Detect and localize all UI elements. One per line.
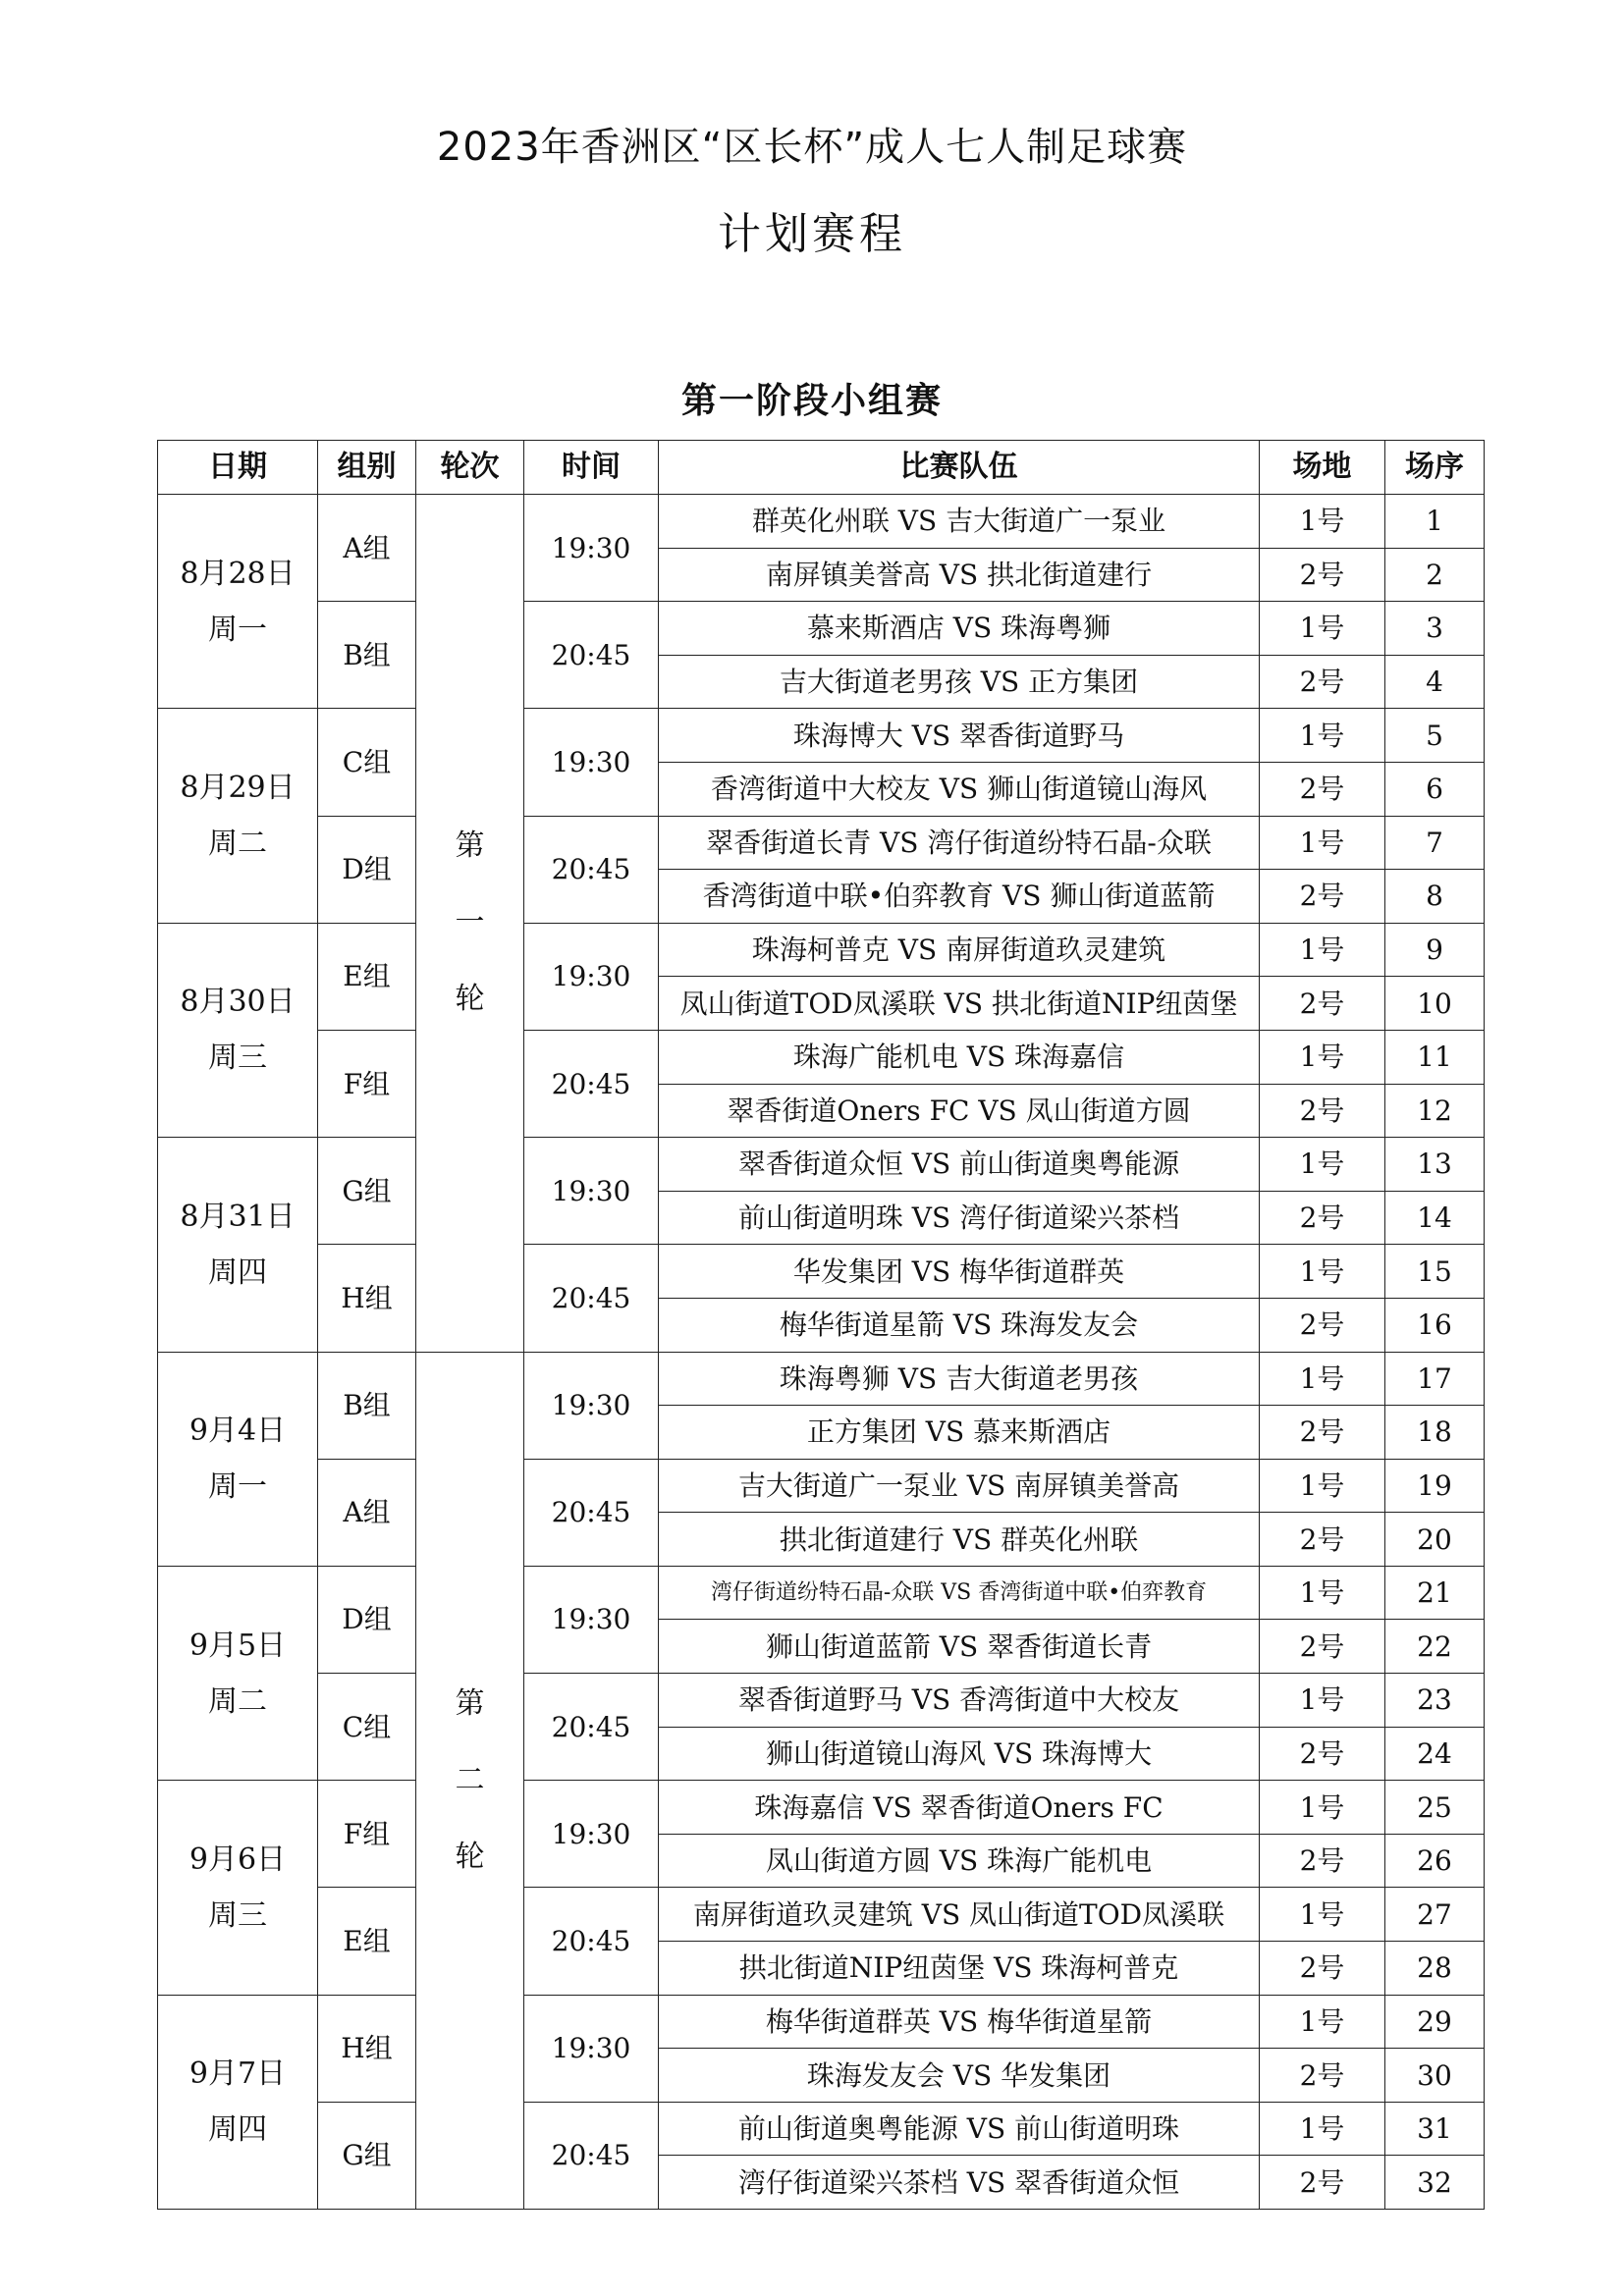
group-cell: F组 (318, 1781, 416, 1888)
date-text: 8月29日 (180, 771, 296, 806)
order-cell: 12 (1385, 1084, 1485, 1138)
time-cell: 20:45 (524, 816, 659, 923)
group-cell: H组 (318, 1245, 416, 1352)
venue-cell: 2号 (1260, 977, 1385, 1031)
group-cell: D组 (318, 1566, 416, 1673)
order-cell: 21 (1385, 1566, 1485, 1620)
weekday-text: 周一 (208, 1469, 267, 1505)
page-title: 2023年香洲区“区长杯”成人七人制足球赛 (436, 125, 1188, 170)
order-cell: 8 (1385, 870, 1485, 924)
match-teams: 狮山街道蓝箭 VS 翠香街道长青 (659, 1620, 1260, 1674)
time-cell: 19:30 (524, 495, 659, 602)
date-cell (158, 1566, 318, 1780)
order-cell: 2 (1385, 548, 1485, 602)
match-teams: 华发集团 VS 梅华街道群英 (659, 1245, 1260, 1299)
weekday-text: 周三 (208, 1897, 267, 1933)
schedule-table (157, 440, 1485, 2210)
order-cell: 22 (1385, 1620, 1485, 1674)
date-cell (158, 1352, 318, 1566)
venue-cell: 2号 (1260, 2156, 1385, 2210)
order-cell: 1 (1385, 495, 1485, 549)
table-row (158, 709, 1485, 763)
match-teams: 拱北街道建行 VS 群英化州联 (659, 1513, 1260, 1567)
time-cell: 20:45 (524, 1030, 659, 1137)
match-teams: 南屏街道玖灵建筑 VS 凤山街道TOD凤溪联 (659, 1888, 1260, 1942)
header-round: 轮次 (416, 441, 524, 495)
order-cell: 29 (1385, 1995, 1485, 2049)
order-cell: 27 (1385, 1888, 1485, 1942)
order-cell: 17 (1385, 1352, 1485, 1406)
match-teams: 前山街道明珠 VS 湾仔街道梁兴茶档 (659, 1191, 1260, 1245)
venue-cell: 2号 (1260, 1942, 1385, 1996)
venue-cell: 1号 (1260, 1030, 1385, 1084)
venue-cell: 1号 (1260, 1995, 1385, 2049)
match-teams: 翠香街道野马 VS 香湾街道中大校友 (659, 1674, 1260, 1728)
round-label: 第二轮 (455, 1685, 485, 1874)
venue-cell: 2号 (1260, 1191, 1385, 1245)
order-cell: 13 (1385, 1138, 1485, 1192)
match-teams: 香湾街道中大校友 VS 狮山街道镜山海风 (659, 762, 1260, 816)
order-cell: 26 (1385, 1834, 1485, 1888)
order-cell: 18 (1385, 1406, 1485, 1460)
match-teams: 群英化州联 VS 吉大街道广一泵业 (659, 495, 1260, 549)
venue-cell: 2号 (1260, 1727, 1385, 1781)
weekday-text: 周三 (208, 1041, 267, 1076)
match-teams: 珠海粤狮 VS 吉大街道老男孩 (659, 1352, 1260, 1406)
date-cell (158, 1781, 318, 1995)
header-time: 时间 (524, 441, 659, 495)
match-teams: 珠海嘉信 VS 翠香街道Oners FC (659, 1781, 1260, 1835)
match-teams: 湾仔街道梁兴茶档 VS 翠香街道众恒 (659, 2156, 1260, 2210)
date-text: 9月4日 (189, 1414, 287, 1449)
time-cell: 19:30 (524, 709, 659, 816)
match-teams: 慕来斯酒店 VS 珠海粤狮 (659, 602, 1260, 656)
match-teams: 湾仔街道纷特石晶-众联 VS 香湾街道中联•伯弈教育 (659, 1566, 1260, 1620)
venue-cell: 1号 (1260, 709, 1385, 763)
table-row (158, 1888, 1485, 1942)
group-cell: B组 (318, 602, 416, 709)
venue-cell: 1号 (1260, 1459, 1385, 1513)
time-cell: 19:30 (524, 1566, 659, 1673)
round-cell (416, 495, 524, 1353)
venue-cell: 2号 (1260, 1406, 1385, 1460)
venue-cell: 2号 (1260, 548, 1385, 602)
venue-cell: 1号 (1260, 602, 1385, 656)
date-text: 8月31日 (180, 1199, 296, 1234)
weekday-text: 周二 (208, 827, 267, 862)
table-row (158, 1030, 1485, 1084)
venue-cell: 2号 (1260, 1298, 1385, 1352)
match-teams: 凤山街道TOD凤溪联 VS 拱北街道NIP纽茵堡 (659, 977, 1260, 1031)
match-teams: 前山街道奥粤能源 VS 前山街道明珠 (659, 2102, 1260, 2156)
order-cell: 4 (1385, 655, 1485, 709)
round-cell (416, 1352, 524, 2210)
venue-cell: 2号 (1260, 870, 1385, 924)
venue-cell: 2号 (1260, 1084, 1385, 1138)
match-teams: 珠海发友会 VS 华发集团 (659, 2049, 1260, 2103)
order-cell: 3 (1385, 602, 1485, 656)
table-row (158, 1138, 1485, 1192)
date-cell (158, 1995, 318, 2209)
round-label: 第一轮 (455, 828, 485, 1017)
order-cell: 14 (1385, 1191, 1485, 1245)
venue-cell: 2号 (1260, 1513, 1385, 1567)
venue-cell: 2号 (1260, 762, 1385, 816)
venue-cell: 2号 (1260, 1620, 1385, 1674)
date-text: 9月5日 (189, 1628, 287, 1663)
match-teams: 珠海柯普克 VS 南屏街道玖灵建筑 (659, 923, 1260, 977)
match-teams: 凤山街道方圆 VS 珠海广能机电 (659, 1834, 1260, 1888)
date-cell (158, 923, 318, 1137)
group-cell: F组 (318, 1030, 416, 1137)
header-venue: 场地 (1260, 441, 1385, 495)
match-teams: 珠海博大 VS 翠香街道野马 (659, 709, 1260, 763)
table-row (158, 602, 1485, 656)
match-teams: 吉大街道老男孩 VS 正方集团 (659, 655, 1260, 709)
order-cell: 31 (1385, 2102, 1485, 2156)
date-text: 9月6日 (189, 1842, 287, 1877)
match-teams: 梅华街道群英 VS 梅华街道星箭 (659, 1995, 1260, 2049)
table-row (158, 495, 1485, 549)
date-cell (158, 495, 318, 709)
time-cell: 19:30 (524, 1352, 659, 1459)
order-cell: 23 (1385, 1674, 1485, 1728)
section-title: 第一阶段小组赛 (680, 381, 943, 421)
order-cell: 10 (1385, 977, 1485, 1031)
group-cell: G组 (318, 1138, 416, 1245)
time-cell: 20:45 (524, 1888, 659, 1995)
venue-cell: 1号 (1260, 923, 1385, 977)
table-row (158, 1674, 1485, 1728)
match-teams: 拱北街道NIP纽茵堡 VS 珠海柯普克 (659, 1942, 1260, 1996)
match-teams: 翠香街道Oners FC VS 凤山街道方圆 (659, 1084, 1260, 1138)
header-group: 组别 (318, 441, 416, 495)
time-cell: 19:30 (524, 923, 659, 1030)
order-cell: 24 (1385, 1727, 1485, 1781)
table-row (158, 1995, 1485, 2049)
venue-cell: 2号 (1260, 655, 1385, 709)
group-cell: A组 (318, 1459, 416, 1566)
page-subtitle: 计划赛程 (718, 209, 906, 259)
table-row (158, 1245, 1485, 1299)
weekday-text: 周二 (208, 1683, 267, 1719)
table-row (158, 1459, 1485, 1513)
match-teams: 正方集团 VS 慕来斯酒店 (659, 1406, 1260, 1460)
table-row (158, 816, 1485, 870)
match-teams: 翠香街道众恒 VS 前山街道奥粤能源 (659, 1138, 1260, 1192)
group-cell: A组 (318, 495, 416, 602)
order-cell: 30 (1385, 2049, 1485, 2103)
date-cell (158, 1138, 318, 1352)
venue-cell: 1号 (1260, 1781, 1385, 1835)
venue-cell: 1号 (1260, 495, 1385, 549)
order-cell: 16 (1385, 1298, 1485, 1352)
match-teams: 翠香街道长青 VS 湾仔街道纷特石晶-众联 (659, 816, 1260, 870)
time-cell: 19:30 (524, 1995, 659, 2102)
venue-cell: 1号 (1260, 1138, 1385, 1192)
weekday-text: 周四 (208, 1255, 267, 1290)
time-cell: 19:30 (524, 1781, 659, 1888)
order-cell: 9 (1385, 923, 1485, 977)
match-teams: 香湾街道中联•伯弈教育 VS 狮山街道蓝箭 (659, 870, 1260, 924)
order-cell: 25 (1385, 1781, 1485, 1835)
order-cell: 11 (1385, 1030, 1485, 1084)
order-cell: 7 (1385, 816, 1485, 870)
header-order: 场序 (1385, 441, 1485, 495)
weekday-text: 周一 (208, 612, 267, 647)
date-text: 9月7日 (189, 2056, 287, 2092)
venue-cell: 2号 (1260, 2049, 1385, 2103)
header-row (158, 441, 1485, 495)
venue-cell: 1号 (1260, 1245, 1385, 1299)
venue-cell: 1号 (1260, 1674, 1385, 1728)
order-cell: 19 (1385, 1459, 1485, 1513)
venue-cell: 2号 (1260, 1834, 1385, 1888)
order-cell: 20 (1385, 1513, 1485, 1567)
match-teams: 吉大街道广一泵业 VS 南屏镇美誉高 (659, 1459, 1260, 1513)
match-teams: 梅华街道星箭 VS 珠海发友会 (659, 1298, 1260, 1352)
time-cell: 20:45 (524, 2102, 659, 2209)
order-cell: 15 (1385, 1245, 1485, 1299)
table-row (158, 1352, 1485, 1406)
venue-cell: 1号 (1260, 1566, 1385, 1620)
order-cell: 32 (1385, 2156, 1485, 2210)
group-cell: E组 (318, 923, 416, 1030)
group-cell: G组 (318, 2102, 416, 2209)
time-cell: 20:45 (524, 1674, 659, 1781)
weekday-text: 周四 (208, 2112, 267, 2148)
time-cell: 20:45 (524, 602, 659, 709)
match-teams: 珠海广能机电 VS 珠海嘉信 (659, 1030, 1260, 1084)
group-cell: E组 (318, 1888, 416, 1995)
time-cell: 20:45 (524, 1459, 659, 1566)
venue-cell: 1号 (1260, 2102, 1385, 2156)
table-row (158, 1566, 1485, 1620)
order-cell: 5 (1385, 709, 1485, 763)
group-cell: C组 (318, 709, 416, 816)
match-teams: 南屏镇美誉高 VS 拱北街道建行 (659, 548, 1260, 602)
venue-cell: 1号 (1260, 1888, 1385, 1942)
venue-cell: 1号 (1260, 816, 1385, 870)
header-teams: 比赛队伍 (659, 441, 1260, 495)
time-cell: 19:30 (524, 1138, 659, 1245)
order-cell: 6 (1385, 762, 1485, 816)
header-date: 日期 (158, 441, 318, 495)
group-cell: D组 (318, 816, 416, 923)
date-cell (158, 709, 318, 923)
match-teams: 狮山街道镜山海风 VS 珠海博大 (659, 1727, 1260, 1781)
date-text: 8月28日 (180, 556, 296, 591)
group-cell: C组 (318, 1674, 416, 1781)
table-row (158, 2102, 1485, 2156)
table-row (158, 923, 1485, 977)
time-cell: 20:45 (524, 1245, 659, 1352)
order-cell: 28 (1385, 1942, 1485, 1996)
venue-cell: 1号 (1260, 1352, 1385, 1406)
group-cell: H组 (318, 1995, 416, 2102)
group-cell: B组 (318, 1352, 416, 1459)
table-row (158, 1781, 1485, 1835)
date-text: 8月30日 (180, 985, 296, 1020)
